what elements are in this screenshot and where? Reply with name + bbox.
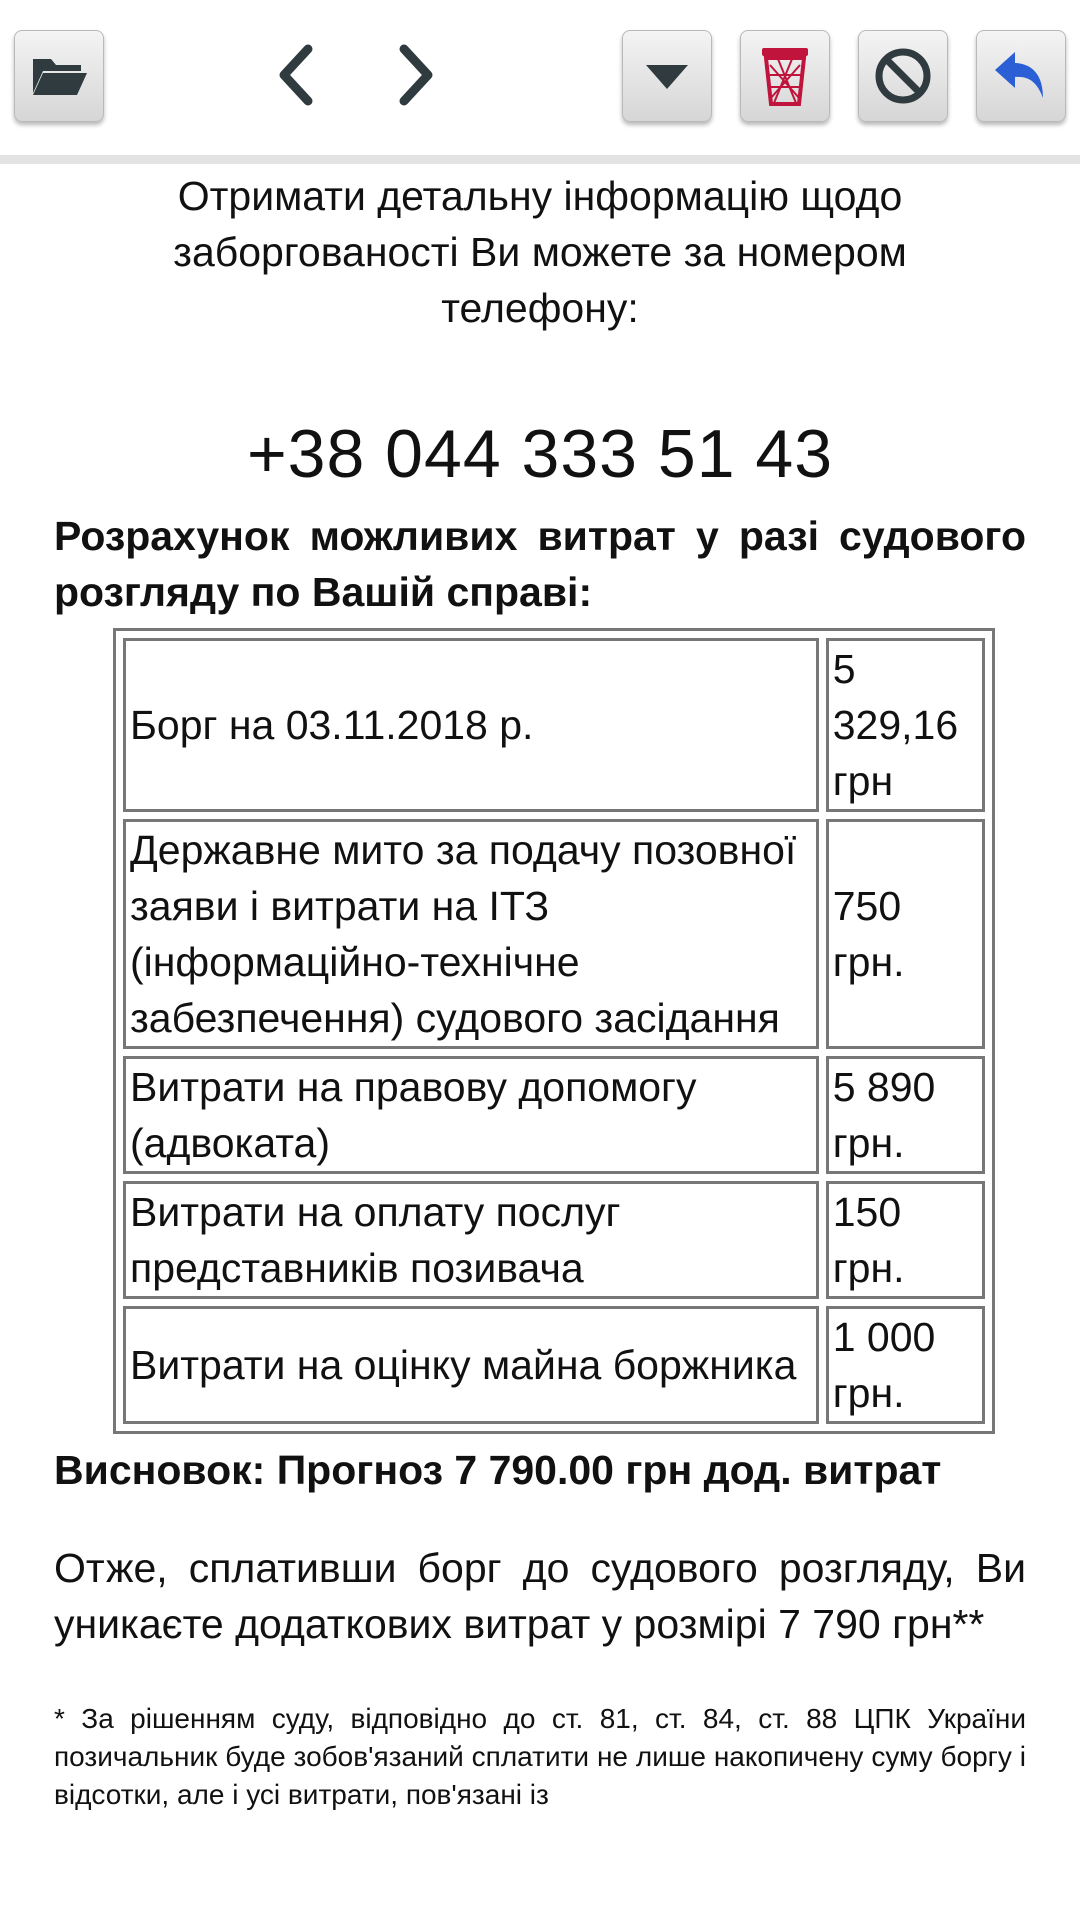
next-button[interactable] (375, 30, 455, 120)
cost-description: Витрати на оцінку майна боржника (123, 1306, 819, 1424)
caret-down-icon (642, 61, 692, 91)
cost-amount: 750 грн. (826, 819, 985, 1049)
table-row (123, 819, 985, 1049)
toolbar-divider (0, 155, 1080, 164)
reply-button[interactable] (976, 30, 1066, 122)
cost-description: Державне мито за подачу позовної заяви і витрати на ІТЗ (інформаційно-технічне забезпечення) судового засідання (123, 819, 819, 1049)
chevron-right-icon (392, 43, 438, 107)
block-icon (873, 46, 933, 106)
table-row (123, 638, 985, 812)
intro-text: Отримати детальну інформацію щодо заборгованості Ви можете за номером телефону: (173, 173, 907, 331)
table-row (123, 1306, 985, 1424)
cost-amount: 150 грн. (826, 1181, 985, 1299)
block-button[interactable] (858, 30, 948, 122)
trash-icon (760, 45, 810, 107)
summary-text: Отже, сплативши борг до судового розгляду, Ви уникаєте додаткових витрат у розмірі 7 790 грн** (54, 1545, 1026, 1647)
table-row (123, 1056, 985, 1174)
calc-heading: Розрахунок можливих витрат у разі судового розгляду по Вашій справі: (54, 513, 1026, 615)
cost-amount: 5 890 грн. (826, 1056, 985, 1174)
message-body (0, 164, 1080, 1814)
cost-description: Витрати на оплату послуг представників позивача (123, 1181, 819, 1299)
footnote-text: * За рішенням суду, відповідно до ст. 81, ст. 84, ст. 88 ЦПК України позичальник буде зобов'язаний сплатити не лише накопичену суму боргу і відсотки, але і усі витрати, пов'язані із (54, 1703, 1026, 1810)
delete-button[interactable] (740, 30, 830, 122)
previous-button[interactable] (257, 30, 337, 120)
cost-description: Борг на 03.11.2018 р. (123, 638, 819, 812)
folder-open-icon (29, 51, 89, 101)
chevron-left-icon (274, 43, 320, 107)
cost-description: Витрати на правову допомогу (адвоката) (123, 1056, 819, 1174)
dropdown-button[interactable] (622, 30, 712, 122)
conclusion-text: Висновок: Прогноз 7 790.00 грн дод. витрат (54, 1447, 942, 1493)
open-folder-button[interactable] (14, 30, 104, 122)
mail-toolbar (0, 0, 1080, 155)
table-row (123, 1181, 985, 1299)
cost-amount: 5 329,16 грн (826, 638, 985, 812)
phone-number[interactable]: +38 044 333 51 43 (246, 416, 834, 492)
reply-icon (991, 48, 1051, 104)
cost-amount: 1 000 грн. (826, 1306, 985, 1424)
cost-table (113, 628, 995, 1434)
